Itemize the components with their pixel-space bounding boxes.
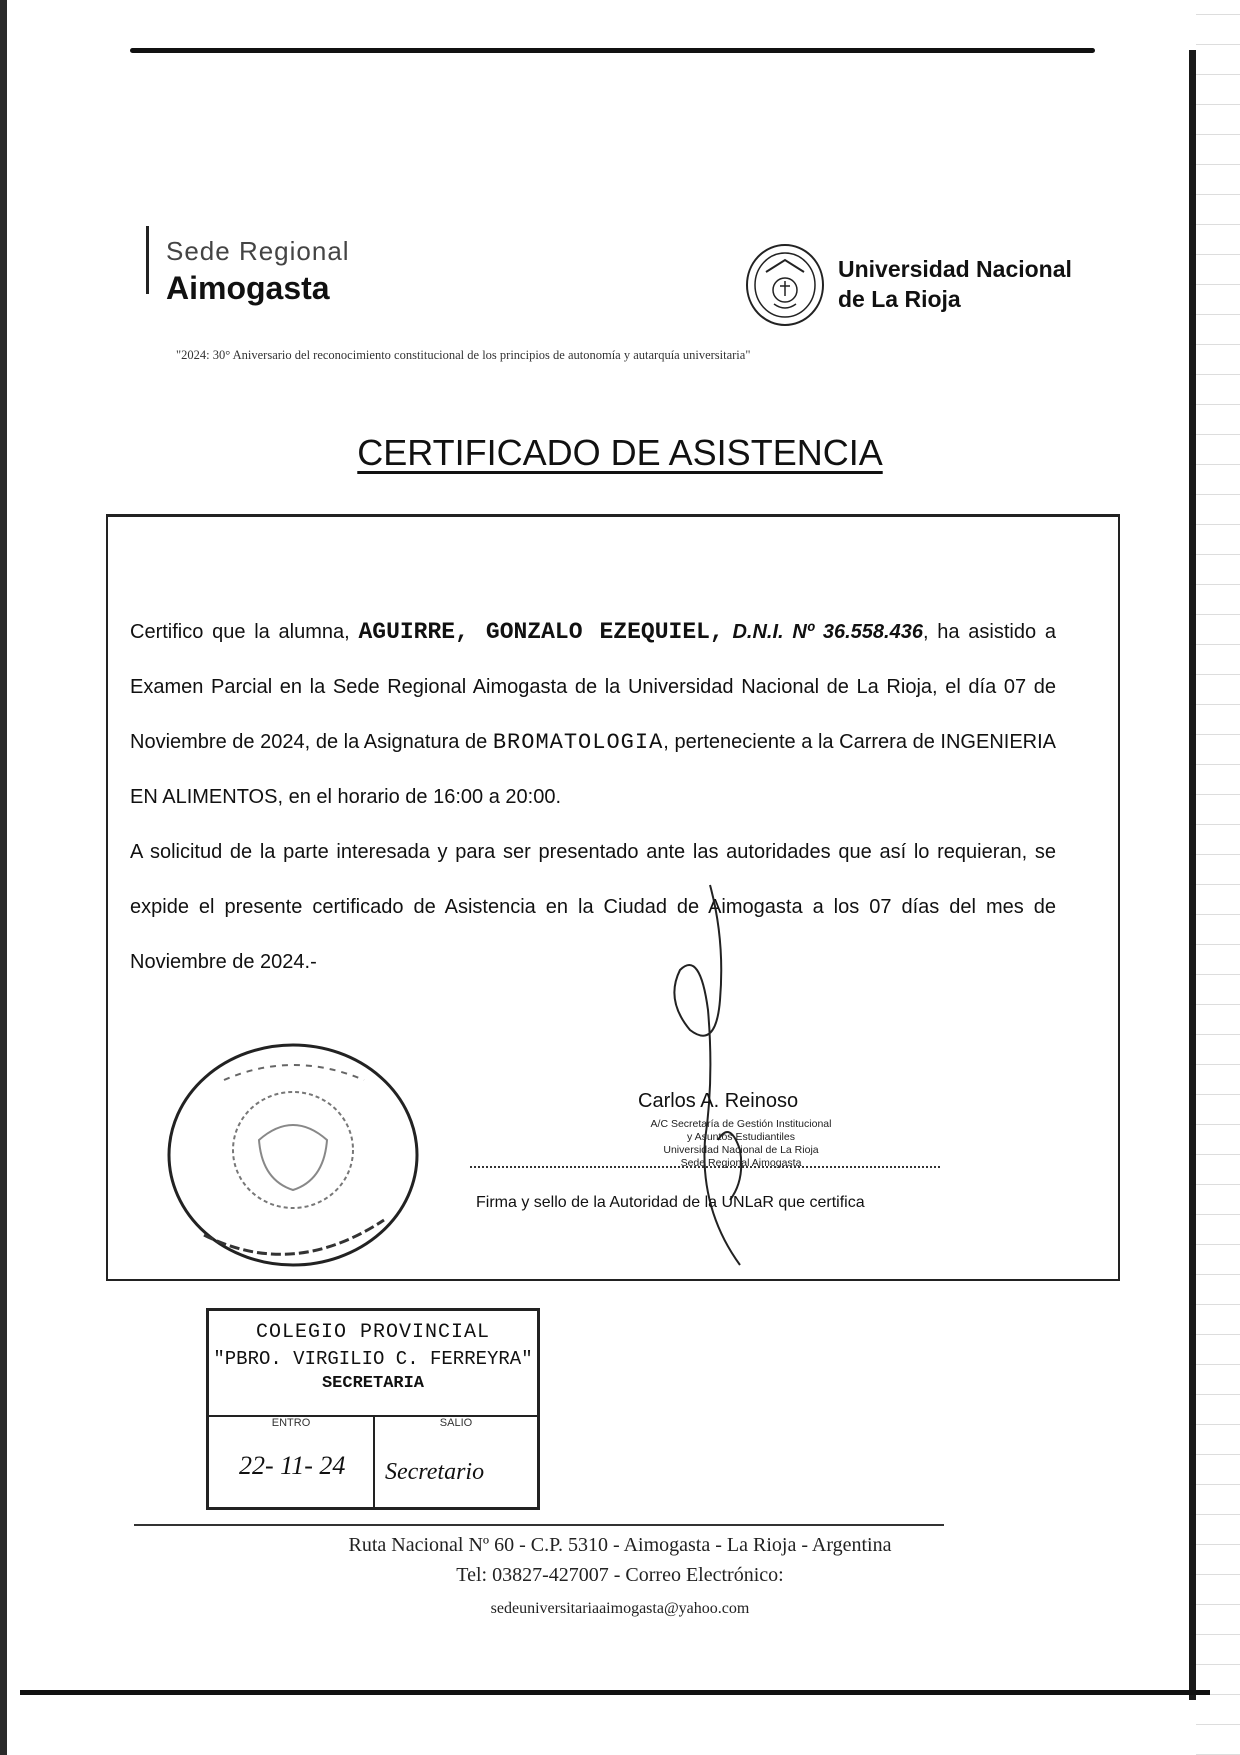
career-text: , perteneciente a la Carrera de INGENIERIA EN ALIMENTOS, en el horario de 16:00 a 20:00. bbox=[130, 731, 1057, 808]
sede-label: Sede Regional bbox=[166, 236, 350, 266]
signature-caption: Firma y sello de la Autoridad de la UNLaR que certifica bbox=[476, 1194, 865, 1211]
sede-name: Aimogasta bbox=[166, 270, 330, 306]
stamp-line1: COLEGIO PROVINCIAL bbox=[255, 1321, 491, 1344]
official-round-stamp-icon bbox=[164, 1040, 422, 1270]
document-title: CERTIFICADO DE ASISTENCIA bbox=[357, 432, 883, 473]
stamp-exit-label: SALIO bbox=[439, 1417, 473, 1429]
dni-label: D.N.I. Nº bbox=[723, 621, 815, 643]
student-name: AGUIRRE, GONZALO EZEQUIEL, bbox=[358, 619, 724, 645]
stamp-line2: "PBRO. VIRGILIO C. FERREYRA" bbox=[213, 1348, 533, 1370]
signature-dotted-line bbox=[470, 1166, 940, 1168]
signer-name: Carlos A. Reinoso bbox=[638, 1090, 799, 1112]
stamp-entry-label: ENTRO bbox=[271, 1417, 311, 1429]
university-name-line2: de La Rioja bbox=[838, 286, 961, 312]
footer-phone: Tel: 03827-427007 - Correo Electrónico: bbox=[456, 1564, 784, 1586]
signer-role-line4: Sede Regional Aimogasta bbox=[680, 1157, 802, 1169]
subject-name: BROMATOLOGIA bbox=[492, 730, 664, 755]
scan-edge-left bbox=[0, 0, 7, 1755]
top-rule bbox=[130, 48, 1095, 53]
secretaria-stamp-header bbox=[209, 1311, 537, 1417]
sede-divider bbox=[146, 226, 149, 294]
signer-role bbox=[596, 1118, 886, 1170]
footer-rule bbox=[134, 1524, 944, 1526]
stamp-signature: Secretario bbox=[385, 1459, 485, 1485]
certificate-paragraph-2: A solicitud de la parte interesada y para ser presentado ante las autoridades que así lo requieran, se expide el presente certificado de Asistencia en la Ciudad de Aimogasta a los 07 días del mes de Noviembre de 2024.- bbox=[130, 841, 1056, 973]
anniversary-motto: "2024: 30° Aniversario del reconocimiento constitucional de los principios de autonomía y autarquía universitaria" bbox=[176, 348, 751, 362]
stamp-entry-date: 22- 11- 24 bbox=[239, 1451, 346, 1480]
stamp-line3: SECRETARIA bbox=[321, 1374, 425, 1393]
signer-role-line1: A/C Secretaría de Gestión Institucional bbox=[650, 1118, 832, 1130]
intro-text: Certifico que la alumna, bbox=[130, 621, 359, 643]
stamp-entry-cell bbox=[209, 1415, 375, 1507]
bottom-rule bbox=[20, 1690, 1210, 1695]
attendance-text: , ha asistido a Examen Parcial en la Sede Regional Aimogasta de la Universidad Nacional de La Rioja, el día 07 de Noviembre de 2024, de la Asignatura de bbox=[130, 621, 1056, 753]
certificate-paragraph-1 bbox=[130, 605, 1056, 825]
stamp-exit-cell bbox=[375, 1415, 537, 1507]
signer-role-line3: Universidad Nacional de La Rioja bbox=[663, 1144, 819, 1156]
footer-address: Ruta Nacional Nº 60 - C.P. 5310 - Aimogasta - La Rioja - Argentina bbox=[348, 1534, 892, 1556]
scan-edge-right bbox=[1189, 50, 1196, 1700]
footer-email: sedeuniversitariaaimogasta@yahoo.com bbox=[490, 1600, 750, 1617]
dni-number: 36.558.436 bbox=[822, 621, 923, 643]
certificate-body bbox=[130, 605, 1056, 990]
secretaria-stamp bbox=[206, 1308, 540, 1510]
university-name-line1: Universidad Nacional bbox=[838, 256, 1072, 282]
university-seal-icon bbox=[744, 242, 826, 328]
scan-edge-strip bbox=[1196, 0, 1240, 1755]
signer-role-line2: y Asuntos Estudiantiles bbox=[687, 1131, 795, 1143]
